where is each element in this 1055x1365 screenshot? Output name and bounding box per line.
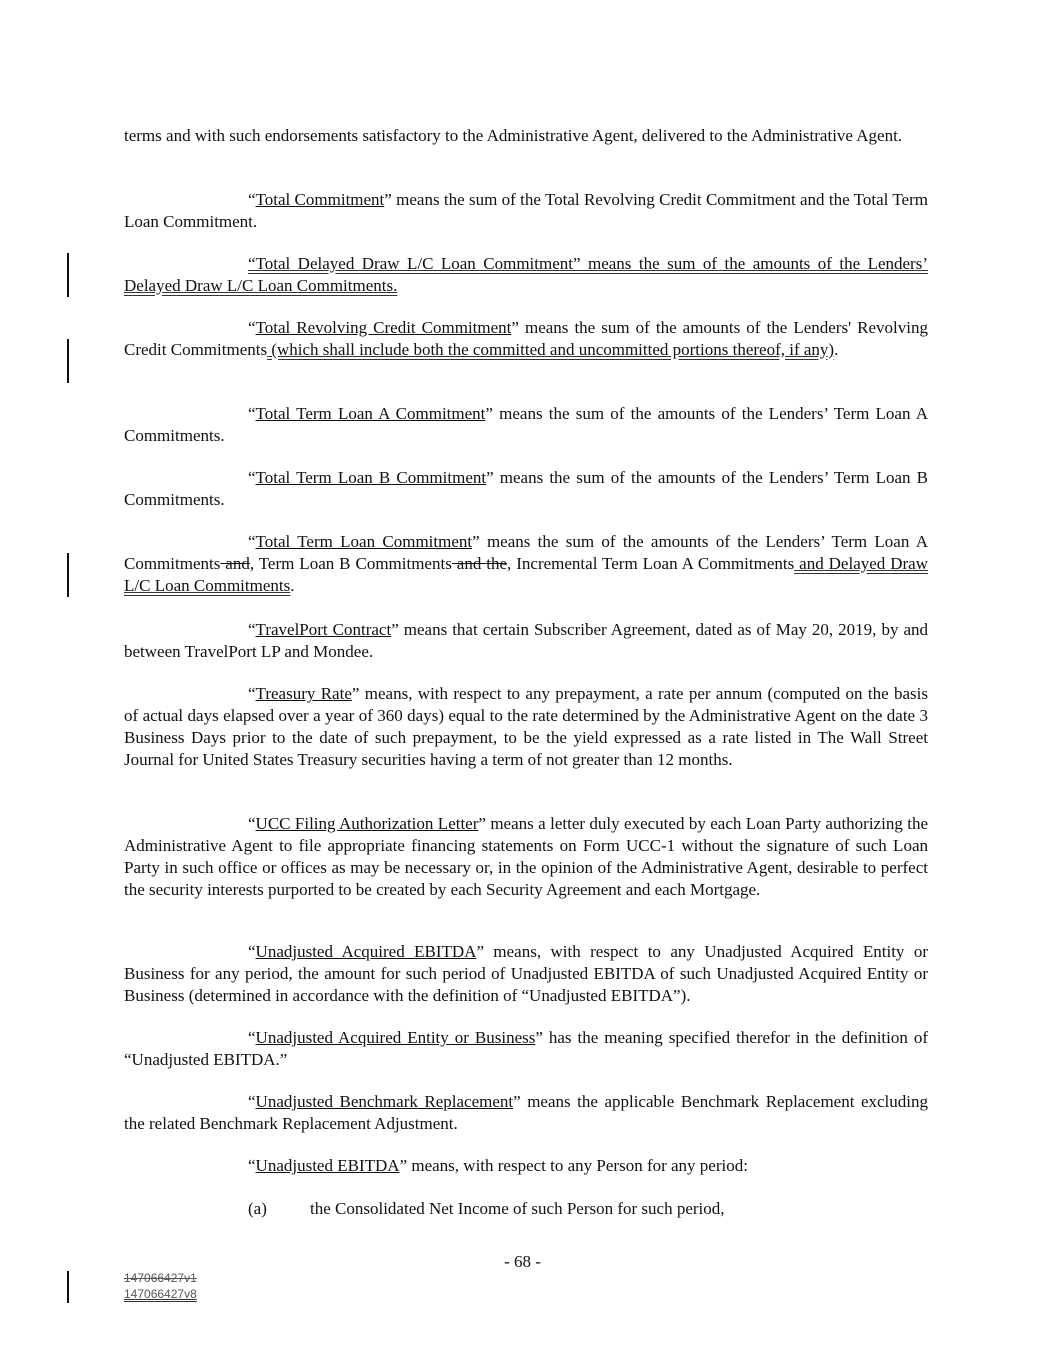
defined-term: Total Revolving Credit Commitment: [255, 318, 512, 337]
defined-term: Unadjusted EBITDA: [255, 1156, 400, 1175]
definition-travelport: “TravelPort Contract” means that certain Subscriber Agreement, dated as of May 20, 2019, by and between TravelPort LP and Mondee.: [124, 620, 928, 661]
change-bar: [67, 339, 69, 383]
change-bar: [67, 1271, 69, 1303]
defined-term: Unadjusted Acquired EBITDA: [255, 942, 477, 961]
doc-id-old: 147066427v1: [124, 1271, 197, 1285]
definition-unadjusted-acquired-ebitda: “Unadjusted Acquired EBITDA” means, with respect to any Unadjusted Acquired Entity or Business for any period, the amount for such period of Unadjusted EBITDA of such Unadjusted Acquired Entity or Business (determined in accordance with the definition of “Unadjusted EBITDA”).: [124, 942, 928, 1005]
defined-term: Treasury Rate: [255, 684, 352, 703]
list-item-text: the Consolidated Net Income of such Person for such period,: [310, 1199, 725, 1218]
list-item: [248, 1198, 725, 1220]
list-item-label: (a): [248, 1199, 267, 1218]
definition-total-tla: “Total Term Loan A Commitment” means the sum of the amounts of the Lenders’ Term Loan A Commitments.: [124, 404, 928, 445]
defined-term: TravelPort Contract: [255, 620, 392, 639]
page-number: - 68 -: [504, 1252, 541, 1271]
paragraph-intro: terms and with such endorsements satisfactory to the Administrative Agent, delivered to the Administrative Agent.: [124, 126, 903, 145]
defined-term: Total Term Loan B Commitment: [255, 468, 487, 487]
definition-total-term-loan: “Total Term Loan Commitment” means the sum of the amounts of the Lenders’ Term Loan A Commitments and, Term Loan B Commitments and the, Incremental Term Loan A Commitments and Delayed Draw L/C Loan Commitments.: [124, 532, 928, 595]
defined-term: Unadjusted Benchmark Replacement: [255, 1092, 514, 1111]
definition-total-delayed-draw: “Total Delayed Draw L/C Loan Commitment” means the sum of the amounts of the Lenders’ Delayed Draw L/C Loan Commitments.: [124, 254, 928, 295]
defined-term: Total Term Loan Commitment: [255, 532, 473, 551]
defined-term: Total Term Loan A Commitment: [255, 404, 486, 423]
inserted-text: (which shall include both the committed and uncommitted portions thereof, if any): [267, 340, 835, 359]
definition-ucc: “UCC Filing Authorization Letter” means a letter duly executed by each Loan Party authorizing the Administrative Agent to file appropriate financing statements on Form UCC-1 without the signature of such Loan Party in such office or offices as may be necessary or, in the opinion of the Administrative Agent, desirable to perfect the security interests purported to be created by each Security Agreement and each Mortgage.: [124, 814, 928, 899]
deleted-text: and: [220, 554, 250, 573]
defined-term: Unadjusted Acquired Entity or Business: [255, 1028, 536, 1047]
definition-total-commitment: “Total Commitment” means the sum of the Total Revolving Credit Commitment and the Total Term Loan Commitment.: [124, 190, 928, 231]
definition-unadjusted-ebitda: “Unadjusted EBITDA” means, with respect to any Person for any period:: [248, 1156, 748, 1175]
inserted-text: and Delayed Draw L/C Loan Commitments: [124, 554, 928, 595]
doc-id-new: 147066427v8: [124, 1287, 197, 1301]
definition-total-revolving: “Total Revolving Credit Commitment” means the sum of the amounts of the Lenders' Revolving Credit Commitments (which shall include both the committed and uncommitted portions thereof, if any).: [124, 318, 928, 359]
inserted-text: ,: [507, 554, 512, 573]
definition-treasury-rate: “Treasury Rate” means, with respect to any prepayment, a rate per annum (computed on the basis of actual days elapsed over a year of 360 days) equal to the rate determined by the Administrative Agent on the date 3 Business Days prior to the date of such prepayment, to be the yield expressed as a rate listed in The Wall Street Journal for United States Treasury securities having a term of not greater than 12 months.: [124, 684, 929, 769]
change-bar: [67, 253, 69, 297]
inserted-text: ,: [249, 554, 255, 573]
defined-term: UCC Filing Authorization Letter: [255, 814, 479, 833]
definition-unadjusted-acquired-entity: “Unadjusted Acquired Entity or Business” has the meaning specified therefor in the definition of “Unadjusted EBITDA.”: [124, 1028, 928, 1069]
deleted-text: and the: [451, 554, 508, 573]
definition-total-tlb: “Total Term Loan B Commitment” means the sum of the amounts of the Lenders’ Term Loan B Commitments.: [124, 468, 928, 509]
definition-unadjusted-benchmark: “Unadjusted Benchmark Replacement” means the applicable Benchmark Replacement excluding the related Benchmark Replacement Adjustment.: [124, 1092, 928, 1133]
defined-term: Total Commitment: [255, 190, 385, 209]
change-bar: [67, 553, 69, 597]
